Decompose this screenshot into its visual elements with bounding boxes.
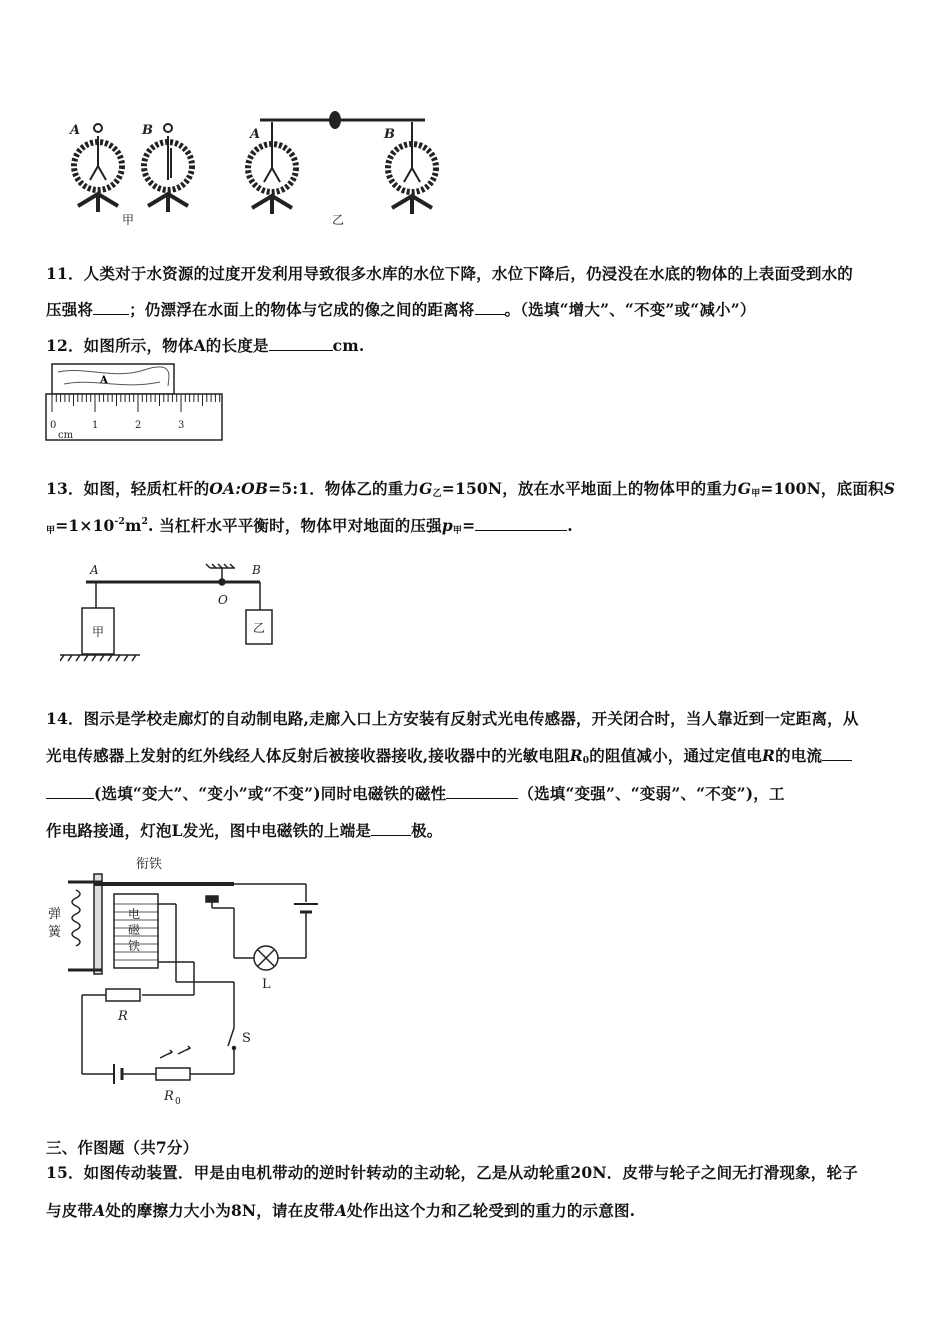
q11-line2 — [46, 298, 756, 320]
q13-p: p — [441, 516, 453, 535]
q13-g-yi-sub: 乙 — [432, 489, 442, 499]
q11-text-b: ；仍漂浮在水面上的物体与它成的像之间的距离将 — [129, 300, 475, 319]
circuit-figure — [44, 852, 334, 1108]
lever-label-a: A — [90, 563, 99, 577]
q14-text-e: （选填“变强”、“变弱”、“不变”)，工 — [518, 784, 785, 803]
q13-ratio: OA:OB — [209, 479, 269, 498]
q14-text-a: 光电传感器上发射的红外线经人体反射后被接收器接收,接收器中的光敏电阻 — [46, 746, 570, 765]
label-spring-2: 簧 — [48, 925, 62, 940]
q15-line1: 15．如图传动装置．甲是由电机带动的逆时针转动的主动轮，乙是从动轮重20N．皮带与轮子之间无打滑现象，轮子 — [46, 1163, 858, 1182]
q13-s: S — [883, 479, 896, 498]
label-magnet-3: 铁 — [128, 939, 141, 953]
ruler-tick-1: 1 — [92, 420, 99, 431]
q15-line2 — [46, 1199, 635, 1221]
q13-g-jia: G — [737, 479, 752, 498]
q13-period: . — [567, 516, 573, 535]
q14-r0: R — [569, 746, 583, 765]
q14-line1: 14．图示是学校走廊灯的自动制电路,走廊入口上方安装有反射式光电传感器，开关闭合时，当人靠近到一定距离，从 — [46, 709, 859, 728]
lever-label-b: B — [252, 563, 261, 577]
electroscope-figure — [60, 108, 450, 233]
q15-text-a: 与皮带 — [46, 1201, 94, 1220]
q14-line2 — [46, 744, 852, 766]
q13-text-e: . 当杠杆水平平衡时，物体甲对地面的压强 — [148, 516, 442, 535]
q13-g-jia-sub: 甲 — [751, 489, 761, 499]
lever-object-jia: 甲 — [92, 625, 105, 639]
label-resistor: R — [118, 1009, 128, 1024]
q12-line — [46, 334, 364, 356]
q11-line1: 11．人类对于水资源的过度开发利用导致很多水库的水位下降，水位下降后，仍浸没在水底的物体的上表面受到水的 — [46, 264, 853, 283]
ruler-figure — [44, 362, 226, 444]
caption-jia: 甲 — [122, 213, 135, 227]
q15-a-2: A — [334, 1201, 348, 1220]
label-b-2: B — [384, 127, 395, 142]
q14-blank-1b[interactable] — [46, 784, 94, 799]
q14-line4 — [46, 819, 443, 841]
q14-blank-2[interactable] — [446, 784, 518, 799]
label-b-1: B — [142, 123, 153, 138]
q13-area-a: =1×10 — [55, 516, 115, 535]
label-magnet-2: 磁 — [128, 923, 141, 937]
label-lamp: L — [262, 977, 271, 992]
q12-text-b: cm. — [332, 336, 365, 355]
label-photoresistor: R — [164, 1089, 174, 1104]
label-spring-1: 弹 — [48, 907, 62, 922]
q11-text-a: 压强将 — [46, 300, 94, 319]
label-switch: S — [242, 1031, 251, 1046]
label-photoresistor-sub: 0 — [175, 1097, 181, 1107]
q14-text-g: 极。 — [411, 821, 443, 840]
q15-a-1: A — [93, 1201, 106, 1220]
q13-text-c: =150N，放在水平地面上的物体甲的重力 — [441, 479, 738, 498]
q13-s-sub: 甲 — [46, 526, 56, 536]
q15-text-b: 处的摩擦力大小为8N，请在皮带 — [105, 1201, 335, 1220]
q12-blank[interactable] — [269, 336, 333, 351]
lever-object-yi: 乙 — [253, 621, 266, 635]
q12-text-a: 12．如图所示，物体A的长度是 — [46, 336, 269, 355]
q14-blank-3[interactable] — [371, 821, 411, 836]
q11-blank-1[interactable] — [93, 300, 129, 315]
q11-blank-2[interactable] — [475, 300, 505, 315]
label-a-2: A — [250, 127, 261, 142]
q14-line3 — [46, 782, 785, 804]
q14-text-b: 的阻值减小，通过定值电 — [589, 746, 762, 765]
object-a-label: A — [100, 375, 108, 386]
label-armature: 衔铁 — [136, 857, 163, 872]
q13-area-unit: m — [124, 516, 142, 535]
q13-p-sub: 甲 — [452, 526, 463, 536]
lever-figure — [60, 560, 280, 668]
q13-eq: = — [462, 516, 476, 535]
caption-yi: 乙 — [332, 213, 345, 227]
q13-area-unit-exp: 2 — [141, 517, 149, 527]
q13-text-b: =5:1．物体乙的重力 — [268, 479, 420, 498]
q14-r0-sub: 0 — [582, 756, 590, 766]
q14-blank-1a[interactable] — [822, 746, 852, 761]
label-a-1: A — [70, 123, 81, 138]
ruler-tick-2: 2 — [135, 420, 142, 431]
section-3-title: 三、作图题（共7分） — [46, 1138, 199, 1157]
q13-text-a: 13．如图，轻质杠杆的 — [46, 479, 210, 498]
ruler-tick-3: 3 — [178, 420, 185, 431]
q13-blank[interactable] — [475, 516, 567, 531]
q13-line1 — [46, 477, 895, 499]
q13-line2 — [46, 514, 573, 536]
q14-text-f: 作电路接通，灯泡L发光，图中电磁铁的上端是 — [46, 821, 372, 840]
lever-label-o: O — [218, 593, 228, 607]
q11-text-c: 。（选填“增大”、“不变”或“减小”） — [504, 300, 756, 319]
ruler-unit: cm — [58, 430, 74, 441]
q13-text-d: =100N，底面积 — [760, 479, 884, 498]
q14-text-c: 的电流 — [775, 746, 823, 765]
q13-area-exp: -2 — [114, 517, 125, 527]
q15-text-c: 处作出这个力和乙轮受到的重力的示意图. — [347, 1201, 636, 1220]
q14-r: R — [761, 746, 776, 765]
q14-text-d: (选填“变大”、“变小”或“不变”)同时电磁铁的磁性 — [94, 784, 447, 803]
ruler-tick-0: 0 — [50, 420, 57, 431]
label-magnet-1: 电 — [128, 907, 141, 921]
q13-g-yi: G — [419, 479, 433, 498]
